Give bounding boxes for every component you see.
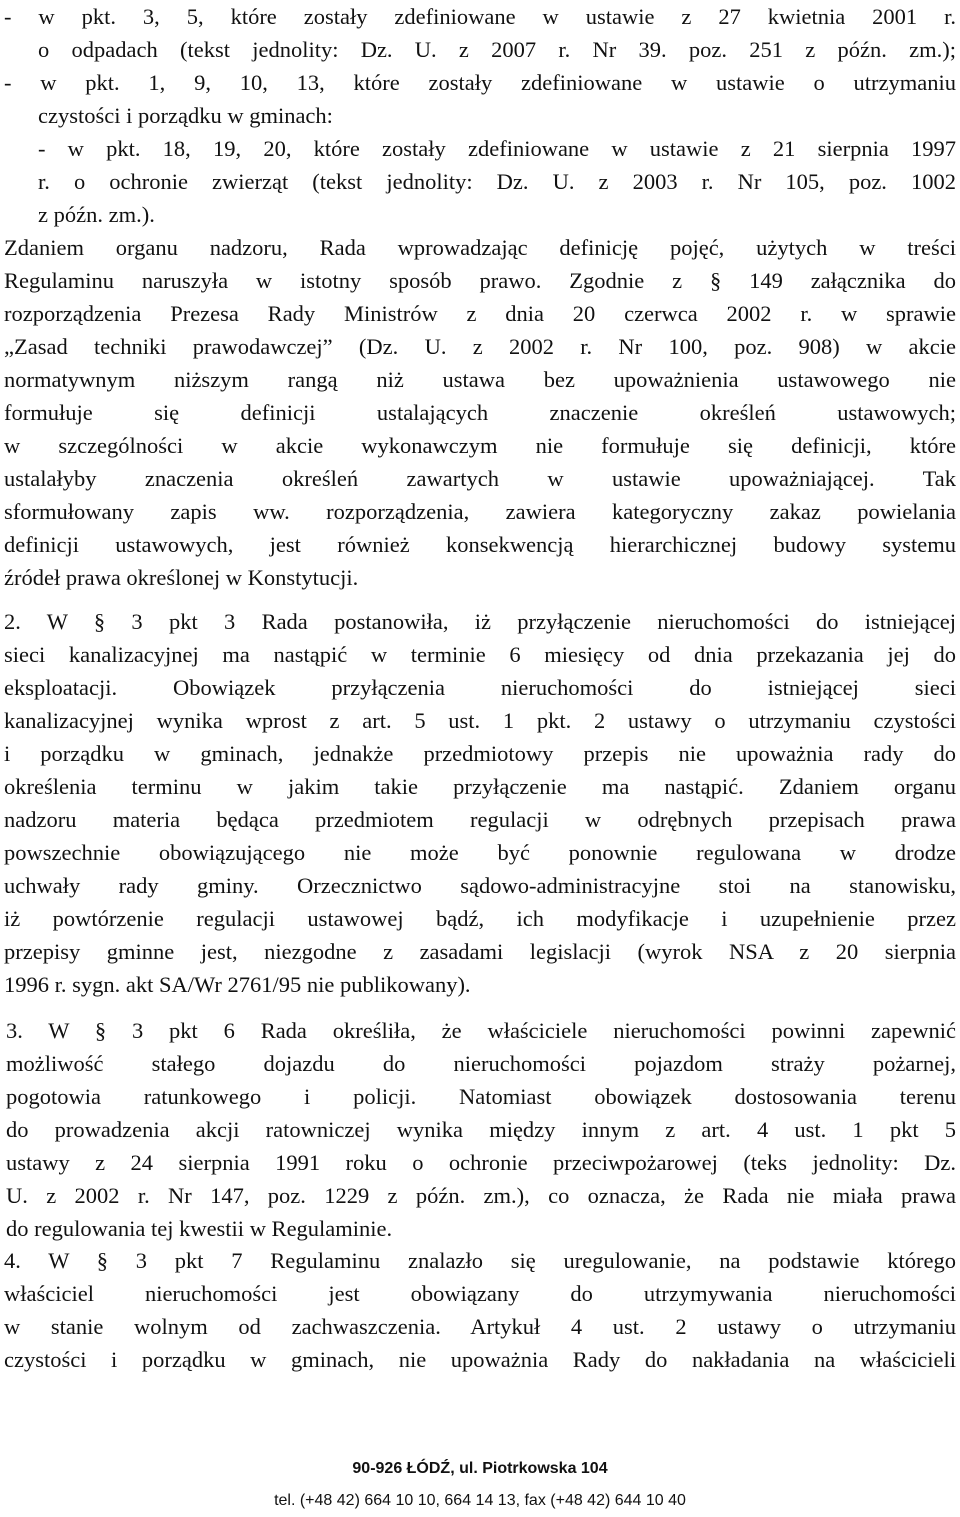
paragraph-line: eksploatacji. Obowiązek przyłączenia nieruchomości do istniejącej sieci [4, 675, 956, 700]
list-item [4, 0, 956, 66]
list-item-line: - w pkt. 18, 19, 20, które zostały zdefiniowane w ustawie z 21 sierpnia 1997 [38, 136, 956, 161]
paragraph-line: określenia terminu w jakim takie przyłączenie ma nastąpić. Zdaniem organu [4, 774, 956, 799]
definition-list [4, 0, 956, 231]
paragraph-line: sieci kanalizacyjnej ma nastąpić w terminie 6 miesięcy od dnia przekazania jej do [4, 642, 956, 667]
paragraph-line: 3. W § 3 pkt 6 Rada określiła, że właściciele nieruchomości powinni zapewnić [6, 1018, 956, 1043]
paragraph-line: możliwość stałego dojazdu do nieruchomości pojazdom straży pożarnej, [6, 1051, 956, 1076]
paragraph-line: sformułowany zapis ww. rozporządzenia, zawiera kategoryczny zakaz powielania [4, 499, 956, 524]
list-item [4, 66, 956, 132]
paragraph-line: formułuje się definicji ustalających znaczenie określeń ustawowych; [4, 400, 956, 425]
paragraph-line: normatywnym niższym rangą niż ustawa bez upoważnienia ustawowego nie [4, 367, 956, 392]
list-item-line: - w pkt. 3, 5, które zostały zdefiniowane w ustawie z 27 kwietnia 2001 r. [4, 4, 956, 29]
paragraph-line: uchwały rady gminy. Orzecznictwo sądowo-administracyjne stoi na stanowisku, [4, 873, 956, 898]
paragraph-line: iż powtórzenie regulacji ustawowej bądź, ich modyfikacje i uzupełnienie przez [4, 906, 956, 931]
paragraph-line: 2. W § 3 pkt 3 Rada postanowiła, iż przyłączenie nieruchomości do istniejącej [4, 609, 956, 634]
paragraph-line: rozporządzenia Prezesa Rady Ministrów z dnia 20 czerwca 2002 r. w sprawie [4, 301, 956, 326]
paragraph-line: Regulaminu naruszyła w istotny sposób prawo. Zgodnie z § 149 załącznika do [4, 268, 956, 293]
paragraph-line: i porządku w gminach, jednakże przedmiotowy przepis nie upoważnia rady do [4, 741, 956, 766]
paragraph-line: właściciel nieruchomości jest obowiązany do utrzymywania nieruchomości [4, 1281, 956, 1306]
paragraph-line: definicji ustawowych, jest również konsekwencją hierarchicznej budowy systemu [4, 532, 956, 557]
list-item [4, 132, 956, 231]
paragraph-line: Zdaniem organu nadzoru, Rada wprowadzając definicję pojęć, użytych w treści [4, 235, 956, 260]
paragraph-line: 1996 r. sygn. akt SA/Wr 2761/95 nie publikowany). [4, 972, 471, 997]
paragraph-line: ustawy z 24 sierpnia 1991 roku o ochronie przeciwpożarowej (teks jednolity: Dz. [6, 1150, 956, 1175]
paragraph-zdaniem [4, 231, 956, 594]
paragraph-line: do regulowania tej kwestii w Regulaminie. [6, 1216, 393, 1241]
paragraph-line: ustalałyby znaczenia określeń zawartych w ustawie upoważniającej. Tak [4, 466, 956, 491]
list-item-line: z późn. zm.). [38, 202, 155, 227]
paragraph-line: kanalizacyjnej wynika wprost z art. 5 ust. 1 pkt. 2 ustawy o utrzymaniu czystości [4, 708, 956, 733]
paragraph-line: nadzoru materia będąca przedmiotem regulacji w odrębnych przepisach prawa [4, 807, 956, 832]
paragraph-line: U. z 2002 r. Nr 147, poz. 1229 z późn. zm.), co oznacza, że Rada nie miała prawa [6, 1183, 956, 1208]
list-item-line: r. o ochronie zwierząt (tekst jednolity: Dz. U. z 2003 r. Nr 105, poz. 1002 [38, 169, 956, 194]
list-item-line: czystości i porządku w gminach: [38, 103, 333, 128]
paragraph-line: przepisy gminne jest, niezgodne z zasadami legislacji (wyrok NSA z 20 sierpnia [4, 939, 956, 964]
paragraph-point-3 [6, 1014, 956, 1245]
paragraph-line: „Zasad techniki prawodawczej” (Dz. U. z 2002 r. Nr 100, poz. 908) w akcie [4, 334, 956, 359]
paragraph-point-4 [4, 1244, 956, 1376]
paragraph-line: pogotowia ratunkowego i policji. Natomiast obowiązek dostosowania terenu [6, 1084, 956, 1109]
paragraph-line: powszechnie obowiązującego nie może być ponownie regulowana w drodze [4, 840, 956, 865]
paragraph-point-2 [4, 605, 956, 1001]
paragraph-line: w szczególności w akcie wykonawczym nie formułuje się definicji, które [4, 433, 956, 458]
paragraph-line: źródeł prawa określonej w Konstytucji. [4, 565, 359, 590]
footer-contact: tel. (+48 42) 664 10 10, 664 14 13, fax (+48 42) 644 10 40 [274, 1492, 686, 1509]
paragraph-line: do prowadzenia akcji ratowniczej wynika między innym z art. 4 ust. 1 pkt 5 [6, 1117, 956, 1142]
paragraph-line: 4. W § 3 pkt 7 Regulaminu znalazło się uregulowanie, na podstawie którego [4, 1248, 956, 1273]
paragraph-line: w stanie wolnym od zachwaszczenia. Artykuł 4 ust. 2 ustawy o utrzymaniu [4, 1314, 956, 1339]
list-item-line: - w pkt. 1, 9, 10, 13, które zostały zdefiniowane w ustawie o utrzymaniu [4, 70, 956, 95]
paragraph-line: czystości i porządku w gminach, nie upoważnia Rady do nakładania na właścicieli [4, 1347, 956, 1372]
footer-address: 90-926 ŁÓDŹ, ul. Piotrkowska 104 [352, 1460, 608, 1477]
list-item-line: o odpadach (tekst jednolity: Dz. U. z 2007 r. Nr 39. poz. 251 z późn. zm.); [38, 37, 956, 62]
